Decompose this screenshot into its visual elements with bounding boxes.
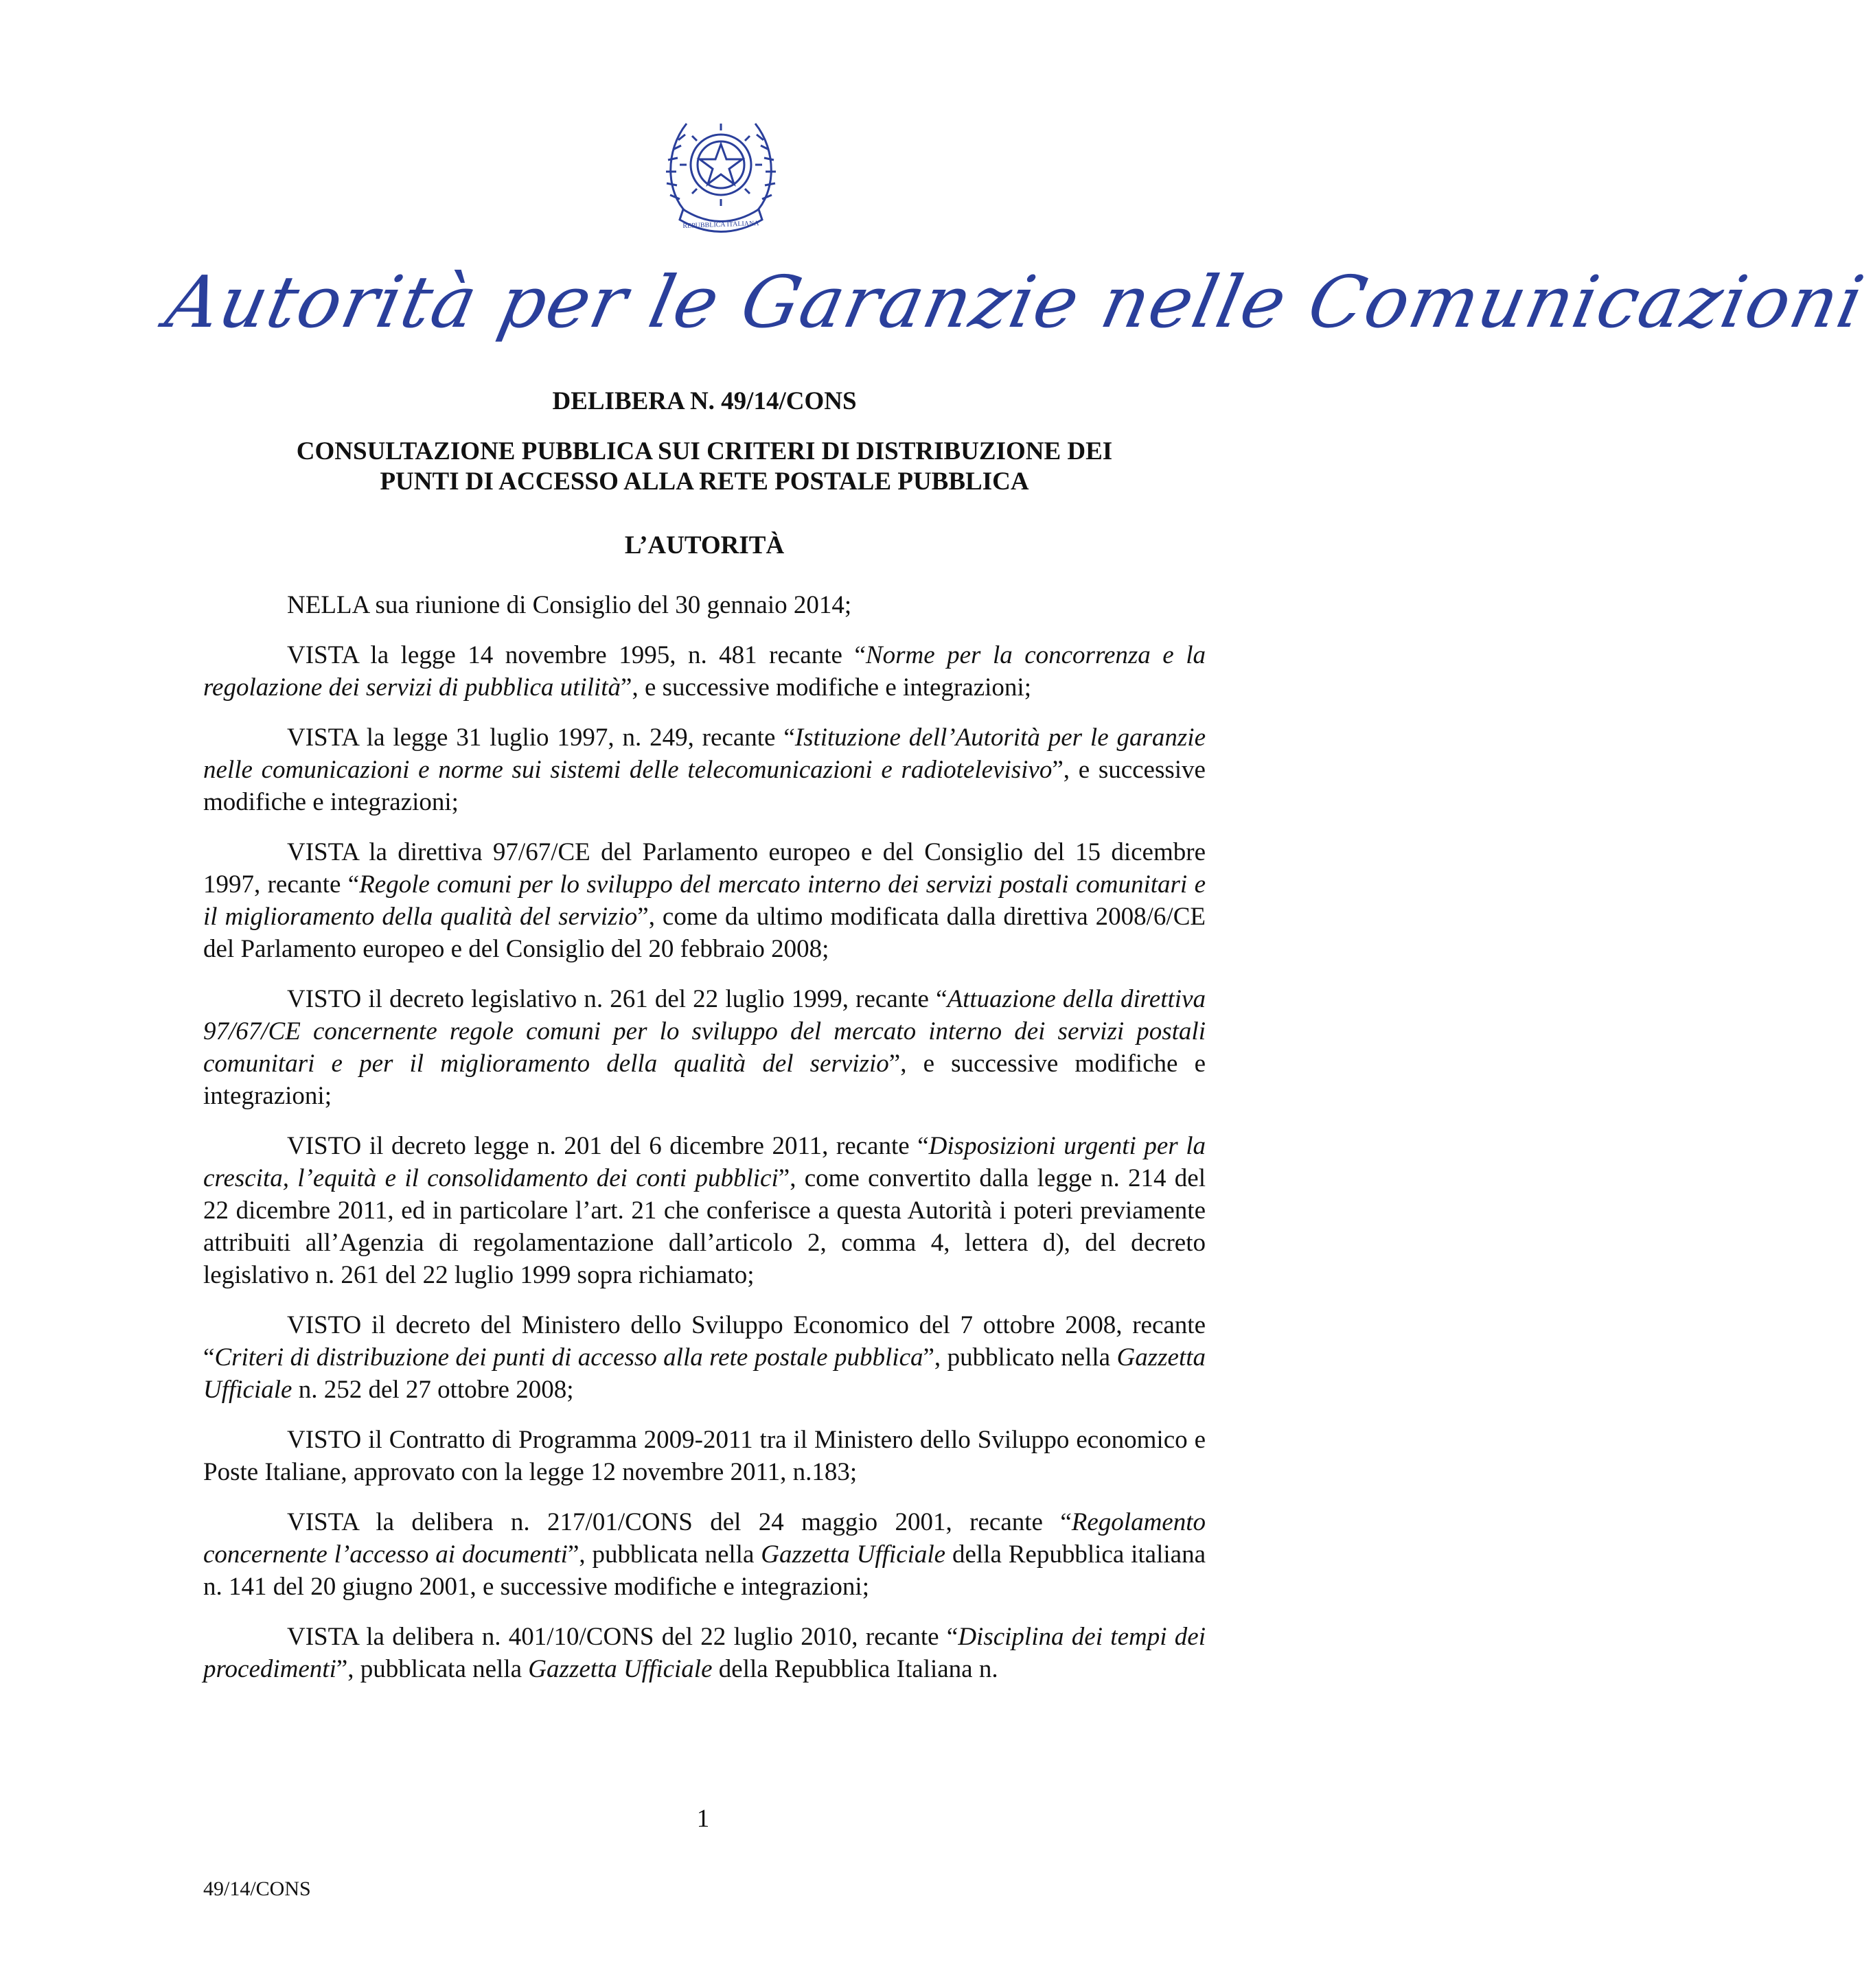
letterhead bbox=[158, 254, 1872, 350]
authority-heading: L’AUTORITÀ bbox=[624, 531, 785, 559]
subject-line-1: CONSULTAZIONE PUBBLICA SUI CRITERI DI DISTRIBUZIONE DEI bbox=[296, 437, 1113, 465]
page-number: 1 bbox=[696, 1805, 710, 1833]
paragraph bbox=[203, 1424, 1206, 1488]
paragraph-italic: Regole comuni per lo sviluppo del mercato interno dei servizi postali comunitari e il miglioramento della qualità del servizio bbox=[203, 870, 1206, 931]
delibera-subject bbox=[203, 437, 1206, 497]
paragraph bbox=[203, 836, 1206, 965]
paragraph-text: VISTO il Contratto di Programma 2009-2011 tra il Ministero dello Sviluppo economico e Poste Italiane, approvato con la legge 12 novembre 2011, n.183; bbox=[203, 1426, 1206, 1486]
paragraph-text: NELLA sua riunione di Consiglio del 30 gennaio 2014; bbox=[287, 591, 852, 619]
paragraph-italic: Attuazione della direttiva 97/67/CE concernente regole comuni per lo sviluppo del mercato interno dei servizi postali comunitari e per il miglioramento della qualità del servizio bbox=[203, 985, 1206, 1078]
paragraph-italic: Norme per la concorrenza e la regolazione dei servizi di pubblica utilità bbox=[203, 641, 1206, 702]
document-body bbox=[203, 589, 1206, 1703]
subject-line-2: PUNTI DI ACCESSO ALLA RETE POSTALE PUBBLICA bbox=[380, 467, 1029, 496]
paragraph bbox=[203, 983, 1206, 1112]
emblem-caption: REPUBBLICA ITALIANA bbox=[682, 220, 759, 230]
paragraph bbox=[203, 1506, 1206, 1603]
paragraph-text: della Repubblica italiana n. 141 del 20 giugno 2001, e successive modifiche e integrazioni; bbox=[203, 1540, 1206, 1601]
paragraph-text: VISTO il decreto del Ministero dello Sviluppo Economico del 7 ottobre 2008, recante “ bbox=[203, 1311, 1206, 1372]
paragraph bbox=[203, 1130, 1206, 1291]
paragraph-text: ”, pubblicata nella bbox=[567, 1540, 761, 1569]
paragraph-text: ”, e successive modifiche e integrazioni; bbox=[203, 1050, 1206, 1110]
paragraph-italic: Gazzetta Ufficiale bbox=[203, 1343, 1206, 1404]
paragraph-text: ”, pubblicato nella bbox=[923, 1343, 1117, 1372]
paragraph-italic: Gazzetta Ufficiale bbox=[528, 1655, 713, 1683]
paragraph-italic: Istituzione dell’Autorità per le garanzie nelle comunicazioni e norme sui sistemi delle telecomunicazioni e radiotelevisivo bbox=[203, 724, 1206, 784]
delibera-number: DELIBERA N. 49/14/CONS bbox=[552, 387, 857, 415]
paragraph-text: ”, e successive modifiche e integrazioni; bbox=[203, 756, 1206, 816]
paragraph-text: VISTA la legge 31 luglio 1997, n. 249, recante “ bbox=[287, 724, 795, 752]
paragraph bbox=[203, 1309, 1206, 1406]
paragraph-text: VISTO il decreto legislativo n. 261 del 22 luglio 1999, recante “ bbox=[287, 985, 947, 1013]
paragraph bbox=[203, 721, 1206, 818]
paragraph-text: della Repubblica Italiana n. bbox=[712, 1655, 998, 1683]
paragraph-italic: Disciplina dei tempi dei procedimenti bbox=[203, 1623, 1206, 1683]
institution-name: Autorità per le Garanzie nelle Comunicazioni bbox=[159, 260, 1872, 344]
paragraph-italic: Gazzetta Ufficiale bbox=[761, 1540, 946, 1569]
paragraph-italic: Regolamento concernente l’accesso ai documenti bbox=[203, 1508, 1206, 1569]
footer-reference: 49/14/CONS bbox=[203, 1877, 311, 1900]
paragraph-text: ”, come convertito dalla legge n. 214 del 22 dicembre 2011, ed in particolare l’art. 21 che conferisce a questa Autorità i poteri previamente attribuiti all’Agenzia di regolamentazione dall’articolo 2, comma 4, lettera d), del decreto legislativo n. 261 del 22 luglio 1999 sopra richiamato; bbox=[203, 1164, 1206, 1289]
paragraph bbox=[203, 589, 1206, 621]
paragraph-italic: Disposizioni urgenti per la crescita, l’equità e il consolidamento dei conti pubblici bbox=[203, 1132, 1206, 1192]
paragraph-italic: Criteri di distribuzione dei punti di accesso alla rete postale pubblica bbox=[214, 1343, 923, 1372]
paragraph-text: VISTA la direttiva 97/67/CE del Parlamento europeo e del Consiglio del 15 dicembre 1997, recante “ bbox=[203, 838, 1206, 899]
paragraph-text: VISTA la delibera n. 217/01/CONS del 24 maggio 2001, recante “ bbox=[287, 1508, 1072, 1536]
paragraph-text: ”, come da ultimo modificata dalla direttiva 2008/6/CE del Parlamento europeo e del Consiglio del 20 febbraio 2008; bbox=[203, 903, 1206, 963]
paragraph-text: n. 252 del 27 ottobre 2008; bbox=[292, 1376, 574, 1404]
paragraph-text: ”, pubblicata nella bbox=[336, 1655, 529, 1683]
paragraph bbox=[203, 1621, 1206, 1685]
emblem-of-italy-icon bbox=[659, 96, 783, 240]
paragraph bbox=[203, 639, 1206, 704]
paragraph-text: VISTA la legge 14 novembre 1995, n. 481 recante “ bbox=[287, 641, 866, 669]
paragraph-text: VISTO il decreto legge n. 201 del 6 dicembre 2011, recante “ bbox=[287, 1132, 929, 1160]
paragraph-text: ”, e successive modifiche e integrazioni; bbox=[621, 673, 1031, 702]
paragraph-text: VISTA la delibera n. 401/10/CONS del 22 luglio 2010, recante “ bbox=[287, 1623, 958, 1651]
